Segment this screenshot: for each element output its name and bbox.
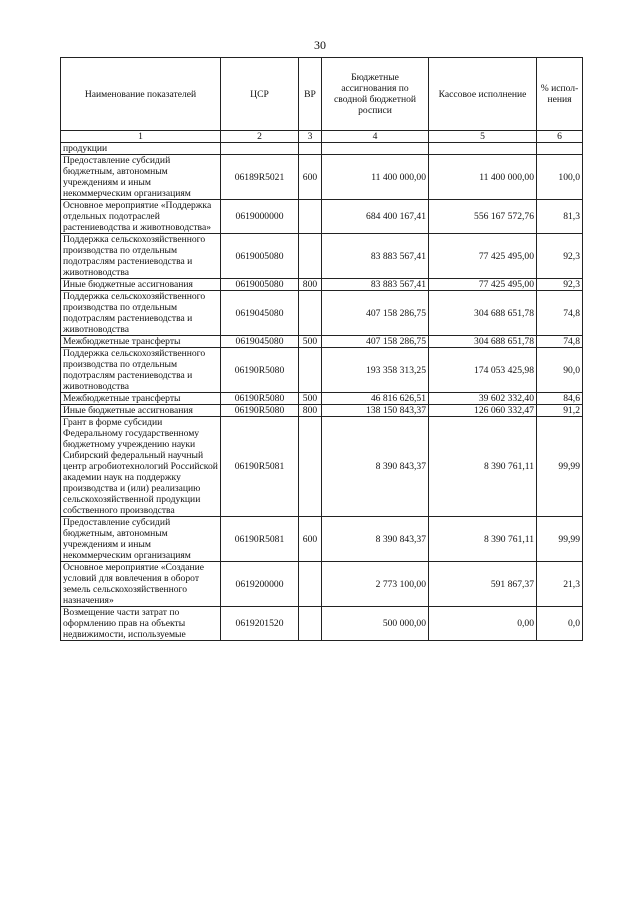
row-csr: 0619005080 xyxy=(221,279,299,291)
column-number: 3 xyxy=(299,131,322,143)
row-budget: 46 816 626,51 xyxy=(322,393,429,405)
column-number-row xyxy=(61,131,583,143)
header-vr: ВР xyxy=(299,58,322,131)
table-row xyxy=(61,607,583,641)
row-cash: 77 425 495,00 xyxy=(429,279,537,291)
row-percent: 90,0 xyxy=(537,348,583,393)
row-csr: 06190R5081 xyxy=(221,517,299,562)
row-vr xyxy=(299,291,322,336)
row-csr: 06190R5080 xyxy=(221,405,299,417)
table-row xyxy=(61,417,583,517)
row-name: Грант в форме субсидии Федеральному государственному бюджетному учреждению науки Сибирский федеральный научный центр агробиотехнологий Российской академии наук на поддержку производства и (или) реализацию сельскохозяйственной продукции собственного производства xyxy=(61,417,221,517)
row-name: Межбюджетные трансферты xyxy=(61,393,221,405)
row-percent: 91,2 xyxy=(537,405,583,417)
row-name: Иные бюджетные ассигнования xyxy=(61,279,221,291)
column-number: 1 xyxy=(61,131,221,143)
row-cash: 591 867,37 xyxy=(429,562,537,607)
page-number: 30 xyxy=(314,38,326,52)
row-vr xyxy=(299,607,322,641)
row-vr: 600 xyxy=(299,155,322,200)
row-budget: 407 158 286,75 xyxy=(322,291,429,336)
row-name: Основное мероприятие «Создание условий для вовлечения в оборот земель сельскохозяйственного назначения» xyxy=(61,562,221,607)
row-vr: 800 xyxy=(299,279,322,291)
row-budget: 407 158 286,75 xyxy=(322,336,429,348)
row-csr: 0619045080 xyxy=(221,291,299,336)
row-csr: 0619200000 xyxy=(221,562,299,607)
row-name: Иные бюджетные ассигнования xyxy=(61,405,221,417)
row-name: Предоставление субсидий бюджетным, автономным учреждениям и иным некоммерческим организациям xyxy=(61,517,221,562)
row-budget: 2 773 100,00 xyxy=(322,562,429,607)
row-cash: 174 053 425,98 xyxy=(429,348,537,393)
row-cash: 8 390 761,11 xyxy=(429,417,537,517)
table-row xyxy=(61,143,583,155)
table-row xyxy=(61,336,583,348)
row-vr xyxy=(299,234,322,279)
row-percent: 99,99 xyxy=(537,517,583,562)
row-vr xyxy=(299,143,322,155)
column-number: 6 xyxy=(537,131,583,143)
row-cash: 8 390 761,11 xyxy=(429,517,537,562)
row-csr: 0619005080 xyxy=(221,234,299,279)
row-budget: 8 390 843,37 xyxy=(322,417,429,517)
table-row xyxy=(61,393,583,405)
row-vr: 500 xyxy=(299,336,322,348)
table-row xyxy=(61,517,583,562)
row-name: Поддержка сельскохозяйственного производства по отдельным подотраслям растениеводства и животноводства xyxy=(61,291,221,336)
row-name: Возмещение части затрат по оформлению прав на объекты недвижимости, используемые xyxy=(61,607,221,641)
row-percent: 92,3 xyxy=(537,279,583,291)
row-percent: 84,6 xyxy=(537,393,583,405)
table-row xyxy=(61,348,583,393)
header-percent: % испол-нения xyxy=(537,58,583,131)
row-csr: 06190R5080 xyxy=(221,348,299,393)
row-budget: 11 400 000,00 xyxy=(322,155,429,200)
row-percent: 92,3 xyxy=(537,234,583,279)
row-percent xyxy=(537,143,583,155)
row-csr: 06190R5081 xyxy=(221,417,299,517)
row-vr xyxy=(299,417,322,517)
row-cash: 39 602 332,40 xyxy=(429,393,537,405)
table-row xyxy=(61,562,583,607)
row-cash xyxy=(429,143,537,155)
header-cash: Кассовое исполнение xyxy=(429,58,537,131)
column-number: 2 xyxy=(221,131,299,143)
row-budget: 8 390 843,37 xyxy=(322,517,429,562)
row-csr: 0619000000 xyxy=(221,200,299,234)
header-csr: ЦСР xyxy=(221,58,299,131)
row-percent: 74,8 xyxy=(537,291,583,336)
row-budget: 83 883 567,41 xyxy=(322,279,429,291)
row-cash: 11 400 000,00 xyxy=(429,155,537,200)
row-budget xyxy=(322,143,429,155)
row-percent: 21,3 xyxy=(537,562,583,607)
row-cash: 126 060 332,47 xyxy=(429,405,537,417)
row-cash: 304 688 651,78 xyxy=(429,291,537,336)
row-csr: 0619201520 xyxy=(221,607,299,641)
row-vr: 600 xyxy=(299,517,322,562)
table-header-row xyxy=(61,58,583,131)
header-budget: Бюджетные ассигнования по сводной бюджетной росписи xyxy=(322,58,429,131)
table-row xyxy=(61,155,583,200)
column-number: 5 xyxy=(429,131,537,143)
row-cash: 304 688 651,78 xyxy=(429,336,537,348)
row-cash: 0,00 xyxy=(429,607,537,641)
row-budget: 83 883 567,41 xyxy=(322,234,429,279)
row-name: Поддержка сельскохозяйственного производства по отдельным подотраслям растениеводства и животноводства xyxy=(61,234,221,279)
row-percent: 100,0 xyxy=(537,155,583,200)
row-csr xyxy=(221,143,299,155)
row-percent: 81,3 xyxy=(537,200,583,234)
row-cash: 77 425 495,00 xyxy=(429,234,537,279)
row-name: Межбюджетные трансферты xyxy=(61,336,221,348)
row-name: Предоставление субсидий бюджетным, автономным учреждениям и иным некоммерческим организациям xyxy=(61,155,221,200)
table-row xyxy=(61,405,583,417)
row-percent: 74,8 xyxy=(537,336,583,348)
row-vr xyxy=(299,348,322,393)
row-vr xyxy=(299,562,322,607)
row-csr: 0619045080 xyxy=(221,336,299,348)
table-row xyxy=(61,291,583,336)
column-number: 4 xyxy=(322,131,429,143)
row-name: продукции xyxy=(61,143,221,155)
row-percent: 0,0 xyxy=(537,607,583,641)
row-vr: 500 xyxy=(299,393,322,405)
row-csr: 06189R5021 xyxy=(221,155,299,200)
row-vr xyxy=(299,200,322,234)
row-vr: 800 xyxy=(299,405,322,417)
row-csr: 06190R5080 xyxy=(221,393,299,405)
row-budget: 193 358 313,25 xyxy=(322,348,429,393)
budget-execution-table xyxy=(60,57,583,641)
row-budget: 684 400 167,41 xyxy=(322,200,429,234)
row-name: Основное мероприятие «Поддержка отдельных подотраслей растениеводства и животноводства» xyxy=(61,200,221,234)
row-budget: 138 150 843,37 xyxy=(322,405,429,417)
row-cash: 556 167 572,76 xyxy=(429,200,537,234)
row-name: Поддержка сельскохозяйственного производства по отдельным подотраслям растениеводства и животноводства xyxy=(61,348,221,393)
table-row xyxy=(61,279,583,291)
header-name: Наименование показателей xyxy=(61,58,221,131)
table-row xyxy=(61,200,583,234)
row-budget: 500 000,00 xyxy=(322,607,429,641)
table-row xyxy=(61,234,583,279)
row-percent: 99,99 xyxy=(537,417,583,517)
